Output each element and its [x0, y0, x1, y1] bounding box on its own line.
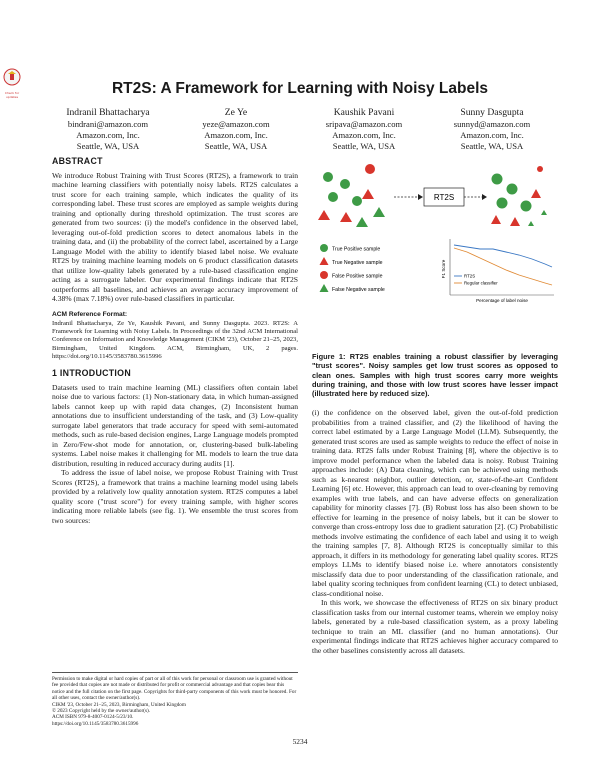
sample-green-circle	[352, 196, 362, 206]
sample-red-triangle	[531, 189, 541, 198]
sample-green-triangle	[373, 207, 385, 217]
page-number: 5234	[292, 737, 308, 746]
sample-red-triangle	[362, 189, 374, 199]
doi-link[interactable]: https://doi.org/10.1145/3583780.3615996	[52, 720, 139, 727]
right-column	[312, 157, 558, 655]
regular-series-line	[454, 248, 552, 285]
figure-1-caption: Figure 1: RT2S enables training a robust classifier by leveraging "trust scores". Noisy samples get low trust scores as opposed to clean ones. Samples with high trust scores carry more weights during training, and those with low trust scores have lesser impact (illustrated here by reduced size).	[312, 352, 558, 399]
sample-green-circle	[492, 174, 503, 185]
sample-green-circle	[340, 179, 350, 189]
venue-line: CIKM '23, October 21–25, 2023, Birmingham, United Kingdom	[52, 701, 186, 708]
permission-footnote	[52, 672, 298, 727]
reference-format-heading: ACM Reference Format:	[52, 310, 128, 318]
author-email: bindrani@amazon.com	[67, 119, 149, 129]
author	[172, 107, 300, 152]
author-org: Amazon.com, Inc.	[204, 130, 268, 140]
author-name: Kaushik Pavani	[333, 107, 395, 118]
sample-red-triangle	[340, 212, 352, 222]
author-name: Ze Ye	[224, 107, 248, 118]
f1-noise-chart	[441, 239, 554, 303]
sample-green-circle	[497, 198, 508, 209]
reference-format-text: Indranil Bhattacharya, Ze Ye, Kaushik Pavani, and Sunny Dasgupta. 2023. RT2S: A Framework for Learning with Noisy Labels. In Proceedings of the 32nd ACM International Conference on Information and Knowledge Management (CIKM '23), October 21–25, 2023, Birmingham, United Kingdom. ACM, Birmingham, UK, 2 pages. https://doi.org/10.1145/3583780.3615996	[52, 320, 298, 360]
intro-paragraph-1: Datasets used to train machine learning (ML) classifiers often contain label noise due to various factors: (1) Non-stationary data, in which human-assigned labels cannot keep up with rapid data changes, (2) Inconsistent human annotations due to insufficient understanding of the task, and (3) Low-quality surrogate label generators that trade accuracy for speed with semi-automated methods, such as rule-based decision engines, Large Language models prompted in Zero/Few-shot mode for annotation, or, clustering-based bulk-labeling systems. Label noise makes it challenging for ML models to learn the true data distribution, resulting in reduced accuracy during audits [1].	[52, 382, 298, 468]
sample-green-triangle	[356, 217, 368, 227]
author-list	[44, 107, 556, 152]
abstract-heading: ABSTRACT	[52, 156, 103, 166]
sample-red-triangle	[510, 217, 520, 226]
noisy-sample-cloud	[318, 164, 385, 227]
chart-legend-rt2s: RT2S	[464, 273, 476, 279]
paper-title: RT2S: A Framework for Learning with Noisy Labels	[111, 80, 489, 97]
rt2s-box-label: RT2S	[433, 193, 455, 202]
author	[428, 107, 556, 152]
sample-green-triangle-small	[541, 210, 547, 215]
author-location: Seattle, WA, USA	[332, 141, 396, 151]
figure-1-graphic	[312, 157, 558, 322]
sample-green-circle	[328, 192, 338, 202]
sample-green-circle	[521, 201, 532, 212]
chart-x-label: Percentage of label noise	[476, 298, 528, 303]
isbn-line: ACM ISBN 979-8-4007-0124-5/23/10.	[52, 714, 134, 721]
legend-item-true-negative: True Negative sample	[332, 260, 383, 266]
left-column	[52, 157, 298, 525]
sample-red-circle	[365, 164, 375, 174]
author-name: Indranil Bhattacharya	[66, 107, 150, 118]
author-name: Sunny Dasgupta	[460, 107, 524, 118]
chart-y-label: F1 Score	[441, 259, 446, 279]
abstract-text: We introduce Robust Training with Trust Scores (RT2S), a framework to train machine learning classifiers with potentially noisy labels. RT2S calculates a trust score for each training sample, which indicates the quality of its corresponding label. These trust scores are employed as sample weights during training and optionally during threshold optimization. The trust scores are generated from two sources: (i) the model's confidence in the observed label, leveraging out-of-fold prediction scores to detect anomalous labels in the training data, and (ii) the probability of the correct label, ascertained by a Large Language Model with the ability to identify biased label noise. We evaluate RT2S by training machine learning models on 6 product classification datasets that utilize low-quality labels generated by a rule-based classification engine acting as a surrogate labeler. Our experimental findings indicate that RT2S outperforms all baselines, and achieves an average accuracy improvement of 4.38% (max 7.18%) over rule-based classifiers in particular.	[52, 170, 298, 303]
author-location: Seattle, WA, USA	[76, 141, 140, 151]
author-org: Amazon.com, Inc.	[460, 130, 524, 140]
figure-1	[312, 157, 558, 322]
legend-item-false-positive: False Positive sample	[332, 273, 383, 280]
rt2s-series-line	[454, 245, 552, 267]
sample-green-circle	[507, 184, 518, 195]
sample-green-triangle-small	[528, 221, 534, 226]
introduction-heading: 1 INTRODUCTION	[52, 368, 131, 379]
legend-red-circle-icon	[320, 271, 328, 279]
sample-red-triangle	[491, 215, 501, 224]
figure-legend	[320, 244, 385, 293]
author-org: Amazon.com, Inc.	[76, 130, 140, 140]
chart-legend-regular: Regular classifier	[464, 280, 498, 286]
author-email: sripava@amazon.com	[325, 119, 403, 129]
author-location: Seattle, WA, USA	[460, 141, 524, 151]
author-location: Seattle, WA, USA	[204, 141, 268, 151]
author-email: yeze@amazon.com	[202, 119, 270, 129]
legend-red-triangle-icon	[320, 257, 329, 265]
permission-text: Permission to make digital or hard copies of part or all of this work for personal or classroom use is granted without fee provided that copies are not made or distributed for profit or commercial advantage and that copies bear this notice and the full citation on the first page. Copyrights for third-party components of this work must be honored. For all other uses, contact the owner/author(s).	[52, 676, 297, 702]
author-email: sunnyd@amazon.com	[453, 119, 531, 129]
author	[300, 107, 428, 152]
legend-green-circle-icon	[320, 244, 328, 252]
copyright-line: © 2023 Copyright held by the owner/author(s).	[52, 708, 151, 715]
sample-red-circle-small	[537, 166, 543, 172]
author	[44, 107, 172, 152]
legend-green-triangle-icon	[320, 284, 329, 292]
right-paragraph-2: In this work, we showcase the effectiveness of RT2S on six binary product classification tasks from our internal customer teams, wherein we employ noisy labels, generated by a rule-based classification system, as a proxy labeling technique to train an ML classifier (and no human annotations). Our experimental findings indicate that RT2S achieves higher accuracy compared to the other baselines consistently across all datasets.	[312, 598, 558, 655]
legend-item-true-positive: True Positive sample	[332, 246, 381, 253]
sample-green-circle	[323, 172, 333, 182]
weighted-sample-cloud	[491, 166, 547, 226]
intro-paragraph-2: To address the issue of label noise, we propose Robust Training with Trust Scores (RT2S), a framework that trains a machine learning model using labels provided by a relatively low quality annotation system. RT2S computes a label quality score ("trust score") for every training sample, with higher scores indicating more reliable labels (see fig. 1). We ensemble the trust scores from two sources:	[52, 468, 298, 525]
legend-item-false-negative: False Negative sample	[332, 287, 385, 293]
check-for-updates-label: Check for updates	[4, 91, 20, 99]
author-org: Amazon.com, Inc.	[332, 130, 396, 140]
right-paragraph-1: (i) the confidence on the observed label, given the out-of-fold prediction probabilities from a trained classifier, and (2) the likelihood of having the correct label estimated by a Large Language Model (LLM). Subsequently, the generated trust scores are used as sample weights to reduce the effect of noise in training data. RT2S falls under Robust Training [8], where the objective is to improve model performance when the labeled data is noisy. Robust Training approaches include: (A) Data cleaning, which can be achieved using methods such as k-nearest neighbor, outlier detection, or, state-of-the-art Confident Learning [6] etc. However, this approach can lead to over-cleaning by removing examples with true labels, and can have adverse effects on generalization capability for minority classes [7]. (B) Robust loss has also been shown to be effective for learning in the presence of noisy labels, but it can be slower to converge than cross-entropy loss due to gradient saturation [2]. (C) Probabilistic methods involve estimating the confidence of each label and using it to weigh the training samples [7, 8]. Although RT2S is conceptually similar to this approach, it differs in its methodology for generating label quality scores. RT2S employs LLMs to identify biased noise i.e. where annotators consistently misclassify data due to poor understanding of the classification rationale, and label quality scoring techniques from confident learning (CL) to detect unbiased, class-conditional noise.	[312, 408, 558, 598]
sample-red-triangle	[318, 210, 330, 220]
